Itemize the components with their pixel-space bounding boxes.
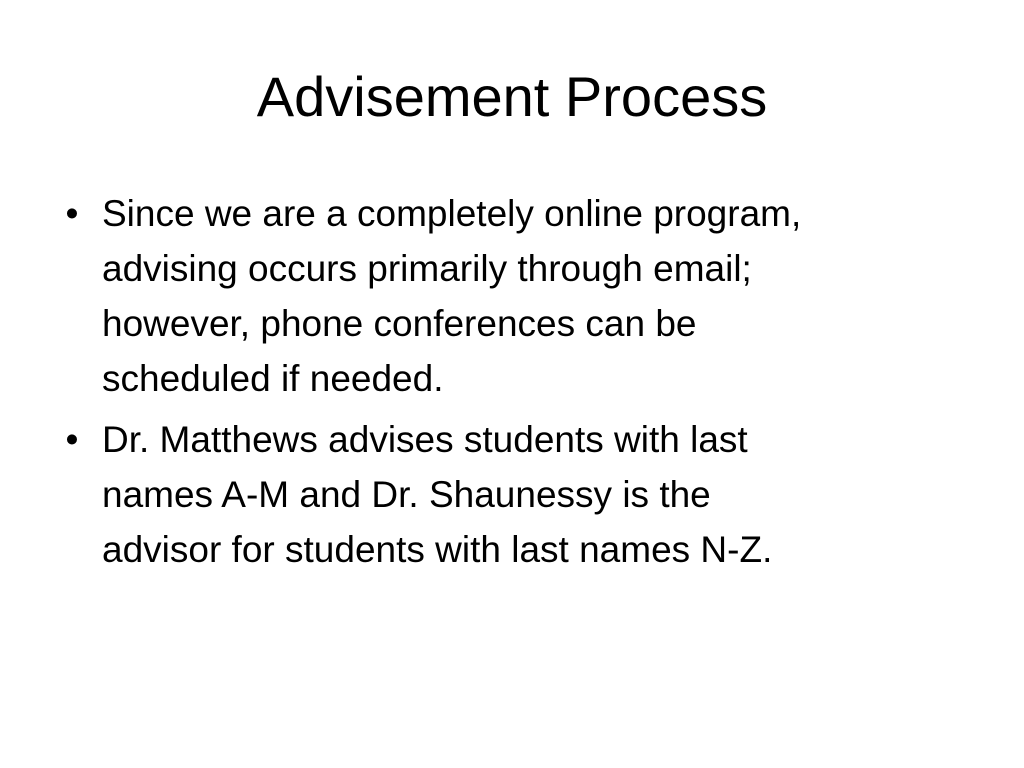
bullet-text-line: advising occurs primarily through email;	[102, 248, 752, 289]
slide-title: Advisement Process	[256, 65, 768, 128]
bullet-text-line: however, phone conferences can be	[102, 303, 697, 344]
bullet-text-line: scheduled if needed.	[102, 358, 444, 399]
bullet-text-line: Dr. Matthews advises students with last	[102, 419, 748, 460]
bullet-text-line: names A-M and Dr. Shaunessy is the	[102, 474, 711, 515]
bullet-item-advisor-assignment	[58, 412, 998, 577]
bullet-text-line: advisor for students with last names N-Z.	[102, 529, 773, 570]
bullet-text-line: Since we are a completely online program,	[102, 193, 802, 234]
bullet-marker: •	[65, 419, 79, 460]
bullet-list	[58, 186, 998, 583]
bullet-item-online-advising	[58, 186, 998, 406]
bullet-marker: •	[65, 193, 79, 234]
